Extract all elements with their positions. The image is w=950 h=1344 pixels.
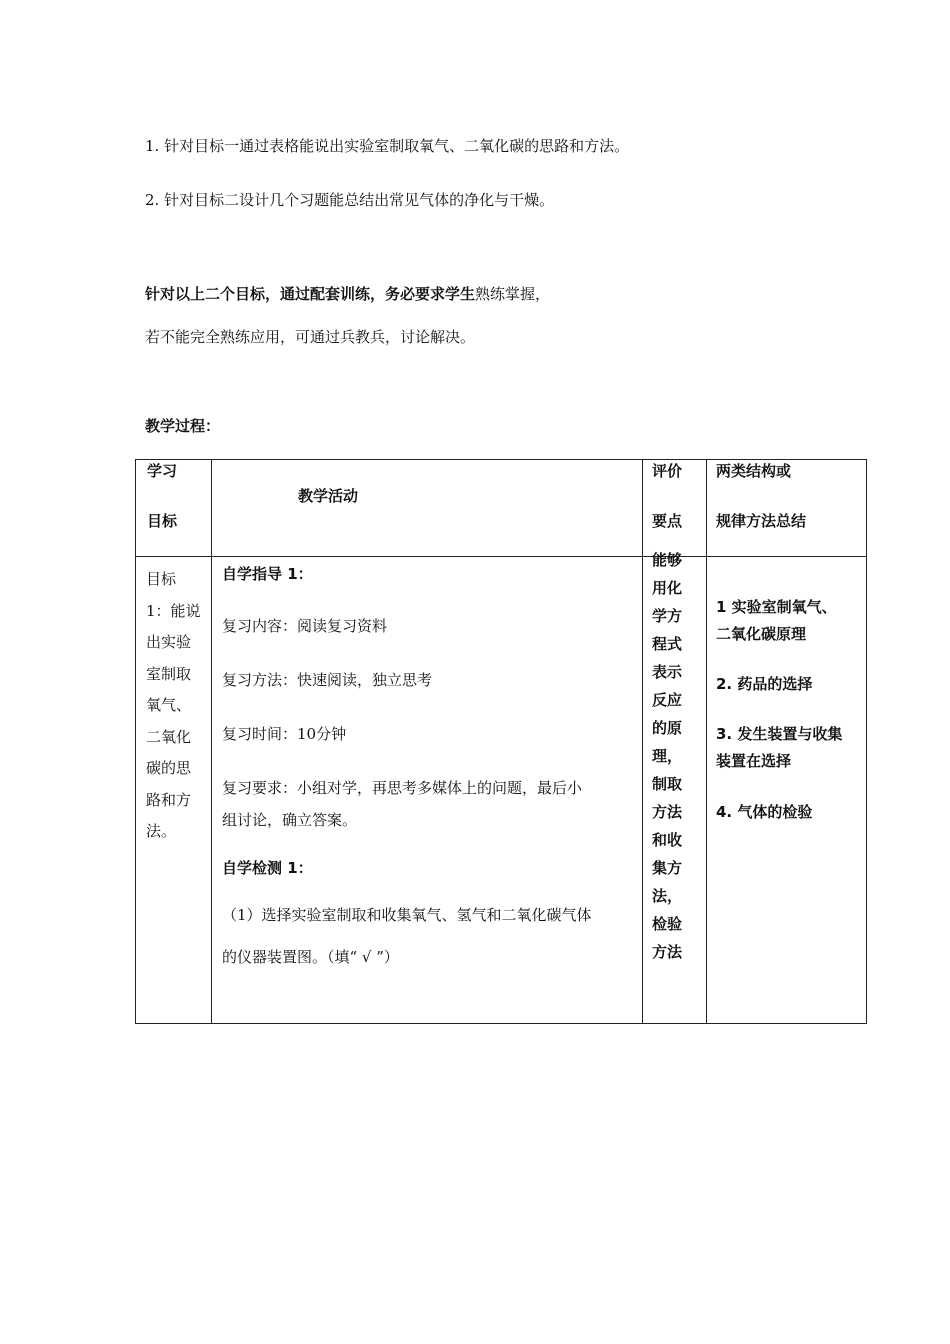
- goal-line: 目标: [146, 570, 177, 588]
- emphasis-normal-text: 熟练掌握，: [475, 285, 551, 303]
- column-divider: [642, 460, 643, 1023]
- goal-line: 路和方: [146, 790, 192, 809]
- review-content: 复习内容：阅读复习资料: [222, 617, 388, 635]
- goal-item-2: 2. 针对目标二设计几个习题能总结出常见气体的净化与干燥。: [145, 191, 555, 209]
- goal-line: 1：能说: [146, 601, 201, 620]
- summary-1-line1: 1 实验室制氧气、: [716, 598, 837, 616]
- goal-cell: [146, 564, 201, 848]
- check-title: 自学检测 1：: [222, 859, 313, 877]
- goal-line: 二氧化: [146, 727, 192, 746]
- header-eval-line2: 要点: [652, 512, 683, 530]
- emphasis-line: [145, 283, 550, 304]
- guide-title: 自学指导 1：: [222, 565, 313, 583]
- note-line: 若不能完全熟练应用，可通过兵教兵，讨论解决。: [145, 328, 476, 346]
- eval-line: 的原: [652, 719, 683, 737]
- goal-line: 法。: [146, 822, 177, 840]
- question1-line1: （1）选择实验室制取和收集氧气、氢气和二氧化碳气体: [222, 906, 592, 924]
- header-row-divider: [136, 556, 866, 557]
- summary-3-line1: 3. 发生装置与收集: [716, 725, 843, 743]
- teaching-process-table: [135, 459, 867, 1024]
- process-heading: 教学过程：: [145, 417, 221, 435]
- eval-line: 和收: [652, 831, 683, 849]
- eval-line: 表示: [652, 663, 683, 681]
- review-time: 复习时间：10分钟: [222, 725, 347, 743]
- eval-line: 制取: [652, 775, 683, 793]
- header-activity: 教学活动: [298, 487, 359, 505]
- eval-line: 学方: [652, 607, 683, 625]
- eval-line: 法，: [652, 887, 683, 905]
- question1-line2: 的仪器装置图。（填“ √ ”）: [222, 948, 399, 966]
- summary-4: 4. 气体的检验: [716, 803, 813, 821]
- goal-line: 碳的思: [146, 759, 192, 777]
- goal-line: 室制取: [146, 664, 192, 683]
- goal-item-1: 1. 针对目标一通过表格能说出实验室制取氧气、二氧化碳的思路和方法。: [145, 137, 630, 155]
- goal-line: 氧气、: [146, 696, 192, 714]
- summary-2: 2. 药品的选择: [716, 675, 813, 693]
- review-requirement-line2: 组讨论，确立答案。: [222, 811, 358, 829]
- eval-cell: [652, 546, 682, 966]
- summary-1-line2: 二氧化碳原理: [716, 625, 807, 643]
- header-goal-line2: 目标: [147, 512, 178, 530]
- column-divider: [211, 460, 212, 1023]
- summary-3-line2: 装置在选择: [716, 752, 792, 770]
- column-divider: [706, 460, 707, 1023]
- review-method: 复习方法：快速阅读，独立思考: [222, 671, 433, 689]
- goal-line: 出实验: [146, 633, 192, 651]
- header-summary-line2: 规律方法总结: [716, 512, 807, 530]
- eval-line: 反应: [652, 691, 683, 709]
- header-goal-line1: 学习: [147, 462, 178, 480]
- eval-line: 程式: [652, 635, 683, 653]
- eval-line: 方法: [652, 803, 683, 821]
- eval-line: 理，: [652, 747, 683, 765]
- header-summary-line1: 两类结构或: [716, 462, 792, 480]
- emphasis-bold-text: 针对以上二个目标，通过配套训练，务必要求学生: [145, 285, 476, 303]
- header-eval-line1: 评价: [652, 462, 683, 480]
- eval-line: 集方: [652, 859, 683, 877]
- review-requirement-line1: 复习要求：小组对学，再思考多媒体上的问题，最后小: [222, 779, 583, 797]
- eval-line: 检验: [652, 915, 683, 933]
- eval-line: 用化: [652, 579, 683, 597]
- eval-line: 能够: [652, 551, 683, 569]
- eval-line: 方法: [652, 943, 683, 961]
